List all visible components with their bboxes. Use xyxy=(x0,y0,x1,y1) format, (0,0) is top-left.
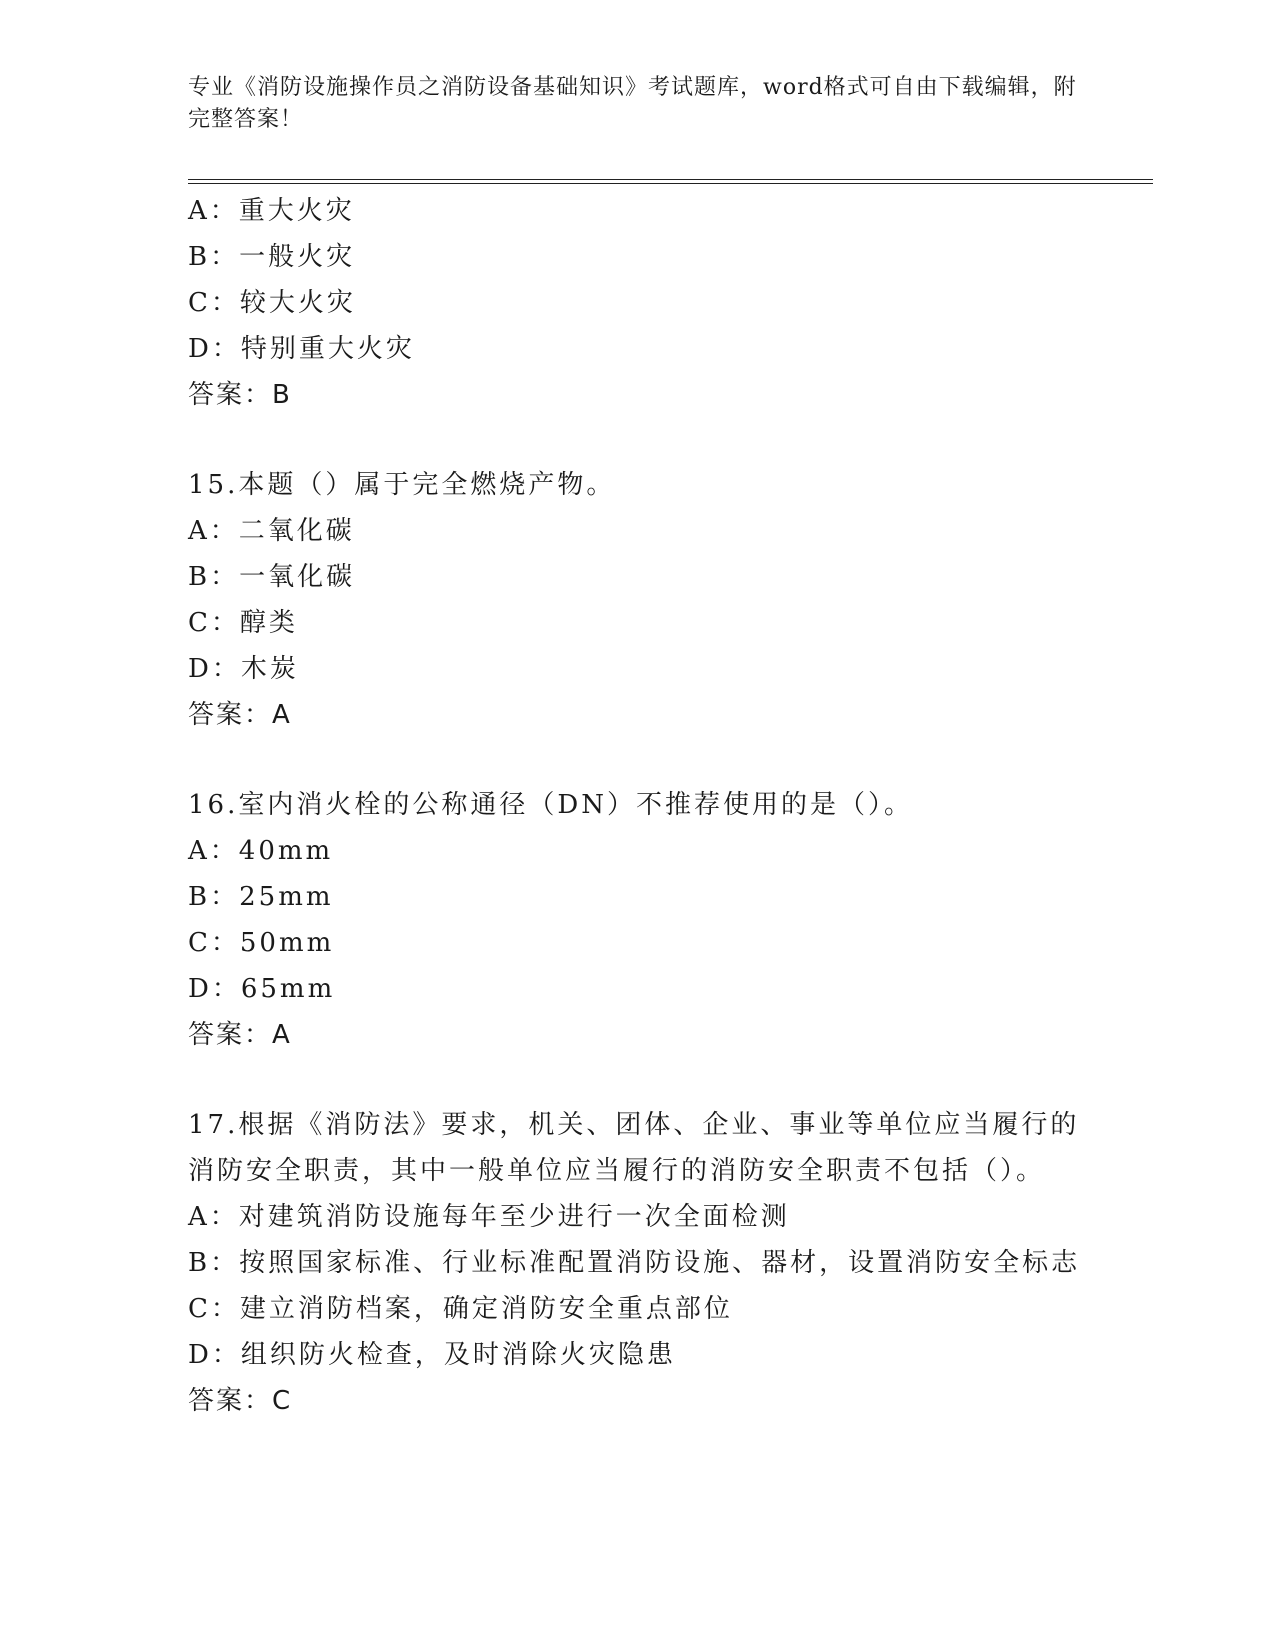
option-b: B：按照国家标准、行业标准配置消防设施、器材，设置消防安全标志 xyxy=(188,1248,1081,1278)
option-a: A：对建筑消防设施每年至少进行一次全面检测 xyxy=(188,1202,790,1232)
question-17 xyxy=(188,1102,1148,1424)
option-a: A：40mm xyxy=(188,836,334,866)
question-list xyxy=(188,188,1148,1424)
header-divider-top xyxy=(188,179,1153,180)
question-text: 15.本题（）属于完全燃烧产物。 xyxy=(188,470,616,500)
header-divider-bottom xyxy=(188,183,1153,184)
answer-line: 答案：A xyxy=(188,1020,292,1050)
question-text: 17.根据《消防法》要求，机关、团体、企业、事业等单位应当履行的消防安全职责，其中一般单位应当履行的消防安全职责不包括（）。 xyxy=(188,1110,1080,1186)
option-c: C：较大火灾 xyxy=(188,288,356,318)
answer-line: 答案：B xyxy=(188,380,292,410)
option-b: B：一氧化碳 xyxy=(188,562,356,592)
option-d: D：特别重大火灾 xyxy=(188,334,415,364)
option-a: A：二氧化碳 xyxy=(188,516,355,546)
option-d: D：组织防火检查，及时消除火灾隐患 xyxy=(188,1340,676,1370)
option-c: C：醇类 xyxy=(188,608,298,638)
answer-line: 答案：C xyxy=(188,1386,293,1416)
option-d: D：木炭 xyxy=(188,654,299,684)
question-16 xyxy=(188,782,1148,1058)
document-header: 专业《消防设施操作员之消防设备基础知识》考试题库，word格式可自由下载编辑，附完整答案！ xyxy=(188,75,1077,132)
question-14-continued xyxy=(188,188,1148,418)
option-a: A：重大火灾 xyxy=(188,196,355,226)
option-c: C：建立消防档案，确定消防安全重点部位 xyxy=(188,1294,733,1324)
option-b: B：25mm xyxy=(188,882,334,912)
question-15 xyxy=(188,462,1148,738)
option-d: D：65mm xyxy=(188,974,336,1004)
question-text: 16.室内消火栓的公称通径（DN）不推荐使用的是（）。 xyxy=(188,790,913,820)
option-b: B：一般火灾 xyxy=(188,242,356,272)
option-c: C：50mm xyxy=(188,928,335,958)
answer-line: 答案：A xyxy=(188,700,292,730)
